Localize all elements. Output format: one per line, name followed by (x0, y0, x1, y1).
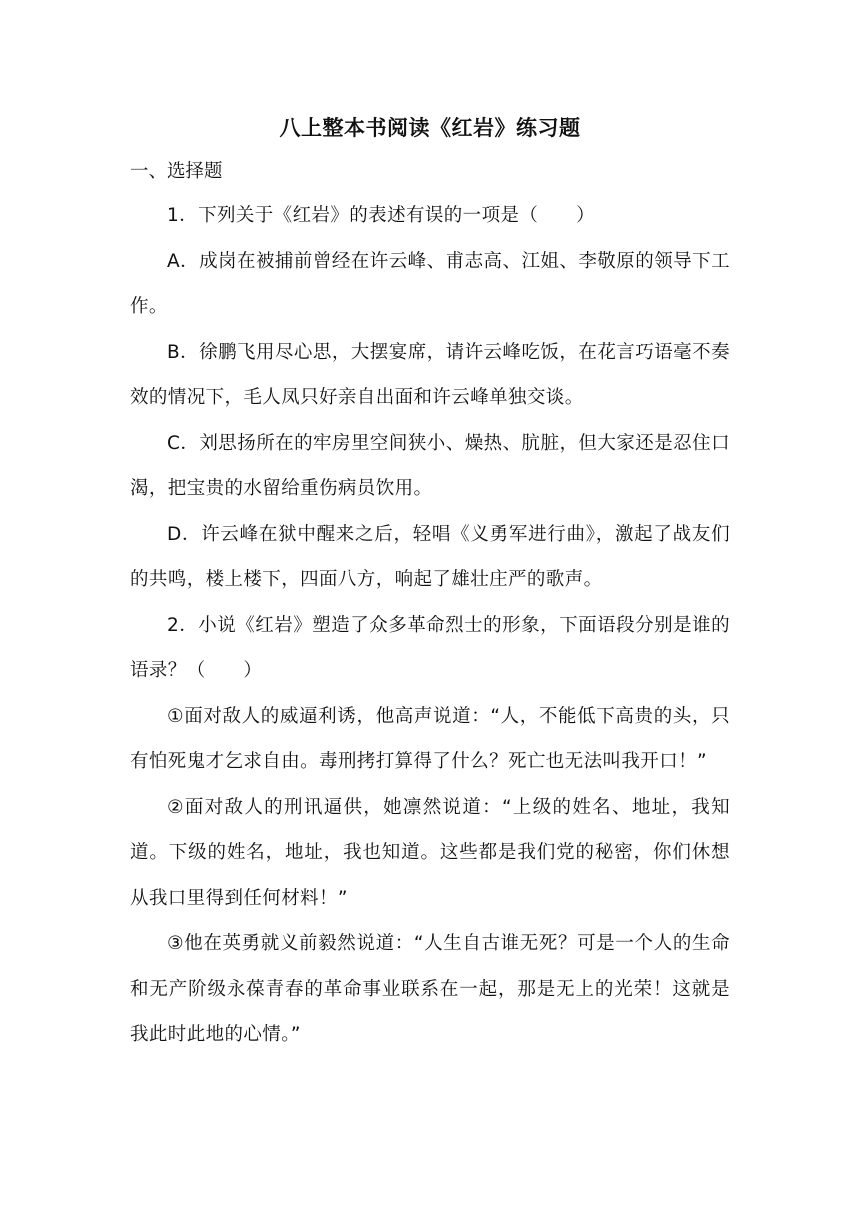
question-1-stem: 1．下列关于《红岩》的表述有误的一项是（ ） (167, 205, 595, 226)
quote-2: ②面对敌人的刑讯逼供，她凛然说道：“上级的姓名、地址，我知道。下级的姓名，地址，我也知道。这些都是我们党的秘密，你们休想从我口里得到任何材料！” (130, 796, 730, 909)
document-page (130, 108, 730, 1058)
question-1-option-a: A．成岗在被捕前曾经在许云峰、甫志高、江姐、李敬原的领导下工作。 (130, 250, 730, 317)
question-2-stem: 2．小说《红岩》塑造了众多革命烈士的形象，下面语段分别是谁的语录？（ ） (130, 614, 730, 681)
section-heading: 一、选择题 (130, 161, 223, 182)
quote-3: ③他在英勇就义前毅然说道：“人生自古谁无死？可是一个人的生命和无产阶级永葆青春的革命事业联系在一起，那是无上的光荣！这就是我此时此地的心情。” (130, 933, 730, 1045)
question-1-option-d: D．许云峰在狱中醒来之后，轻唱《义勇军进行曲》，激起了战友们的共鸣，楼上楼下，四面八方，响起了雄壮庄严的歌声。 (130, 523, 730, 590)
quote-1: ①面对敌人的威逼利诱，他高声说道：“人，不能低下高贵的头，只有怕死鬼才乞求自由。毒刑拷打算得了什么？死亡也无法叫我开口！” (130, 705, 730, 772)
question-1-option-b: B．徐鹏飞用尽心思，大摆宴席，请许云峰吃饭，在花言巧语毫不奏效的情况下，毛人凤只好亲自出面和许云峰单独交谈。 (130, 341, 730, 408)
question-1-option-c: C．刘思扬所在的牢房里空间狭小、燥热、肮脏，但大家还是忍住口渴，把宝贵的水留给重伤病员饮用。 (130, 432, 730, 499)
document-title: 八上整本书阅读《红岩》练习题 (279, 116, 581, 140)
